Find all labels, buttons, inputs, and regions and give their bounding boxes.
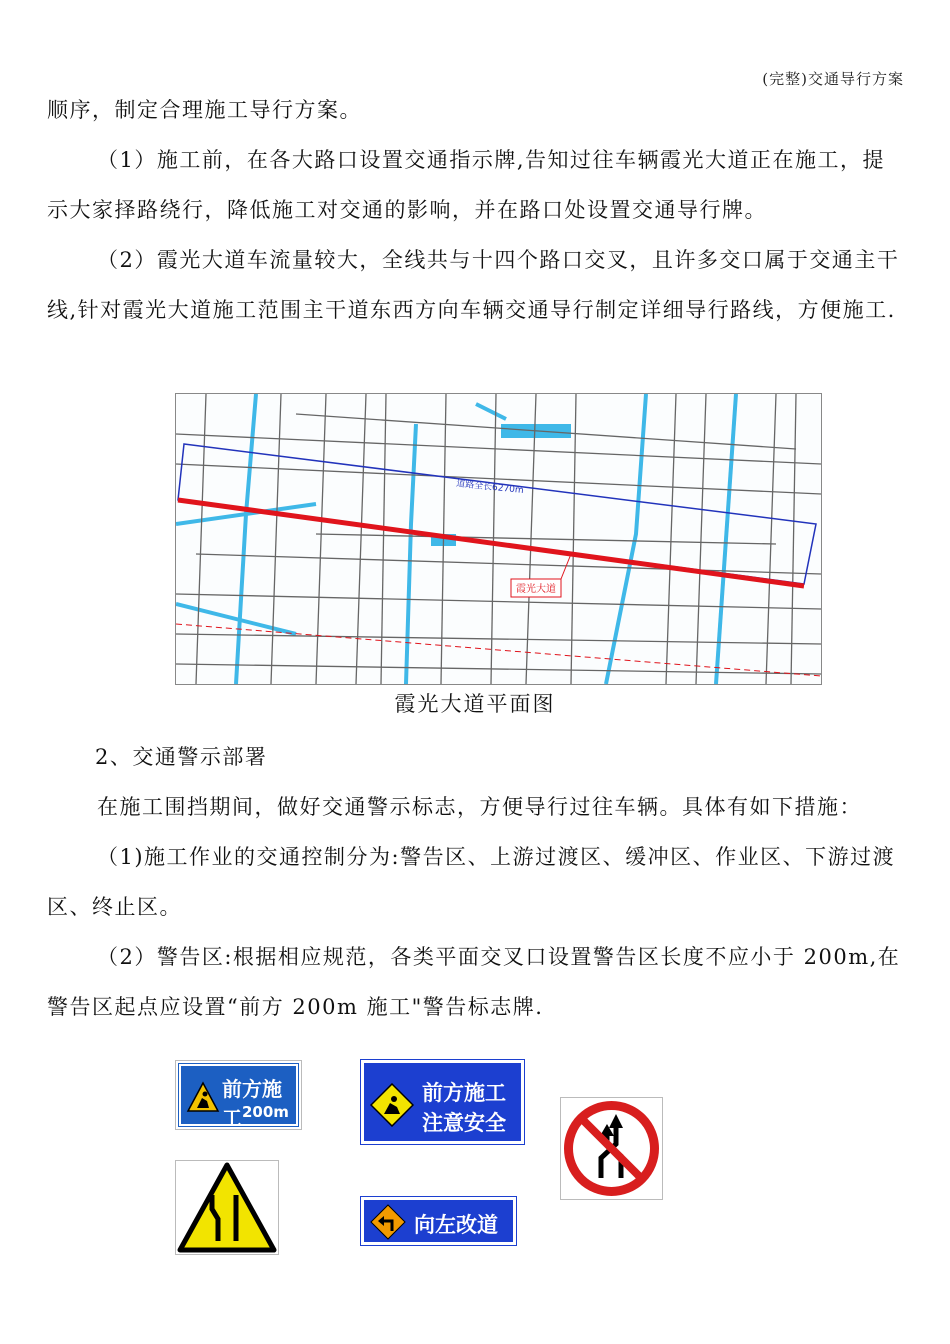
detour-left-diamond-icon [370, 1204, 406, 1240]
road-name-label: 霞光大道 [516, 584, 556, 595]
sign1-line1: 前方施工 [222, 1077, 282, 1130]
sign5-label: 向左改道 [414, 1213, 498, 1237]
sign-no-overtaking [560, 1097, 663, 1200]
sign2-line1: 前方施工 [422, 1081, 506, 1105]
section-title: 2、交通警示部署 [95, 745, 268, 769]
sign-construction-caution [361, 1060, 524, 1144]
paragraph-5: （1)施工作业的交通控制分为:警告区、上游过渡区、缓冲区、作业区、下游过渡区、终止区。 [47, 845, 896, 919]
document-header: (完整)交通导行方案 [762, 70, 904, 88]
paragraph-1: 顺序，制定合理施工导行方案。 [47, 98, 362, 122]
sign2-line2: 注意安全 [422, 1111, 506, 1135]
no-overtaking-icon [561, 1098, 662, 1199]
paragraph-3: （2）霞光大道车流量较大，全线共与十四个路口交叉，且许多交口属于交通主干线,针对霞光大道施工范围主干道东西方向车辆交通导行制定详细导行路线，方便施工. [47, 248, 900, 322]
paragraph-2: （1）施工前，在各大路口设置交通指示牌,告知过往车辆霞光大道正在施工，提示大家择路绕行，降低施工对交通的影响，并在路口处设置交通导行牌。 [47, 148, 886, 222]
sign-detour-left [361, 1197, 516, 1245]
paragraph-4: 在施工围挡期间，做好交通警示标志，方便导行过往车辆。具体有如下措施： [97, 795, 862, 819]
worker-diamond-icon [370, 1083, 414, 1127]
sign-lane-narrowing [175, 1160, 279, 1255]
road-name-tag [511, 554, 571, 597]
lane-narrowing-icon [176, 1161, 278, 1254]
length-label: 道路全长6270m [455, 479, 525, 497]
sign1-line2: 200m [242, 1103, 289, 1121]
map-caption: 霞光大道平面图 [394, 692, 556, 716]
map-drawing [176, 394, 821, 684]
road-plan-map [175, 393, 822, 685]
paragraph-6: （2）警告区:根据相应规范，各类平面交叉口设置警告区长度不应小于 200m,在警告区起点应设置“前方 200m 施工"警告标志牌. [47, 945, 901, 1019]
worker-warning-icon [186, 1081, 220, 1113]
sign-construction-ahead-200m [175, 1060, 302, 1130]
